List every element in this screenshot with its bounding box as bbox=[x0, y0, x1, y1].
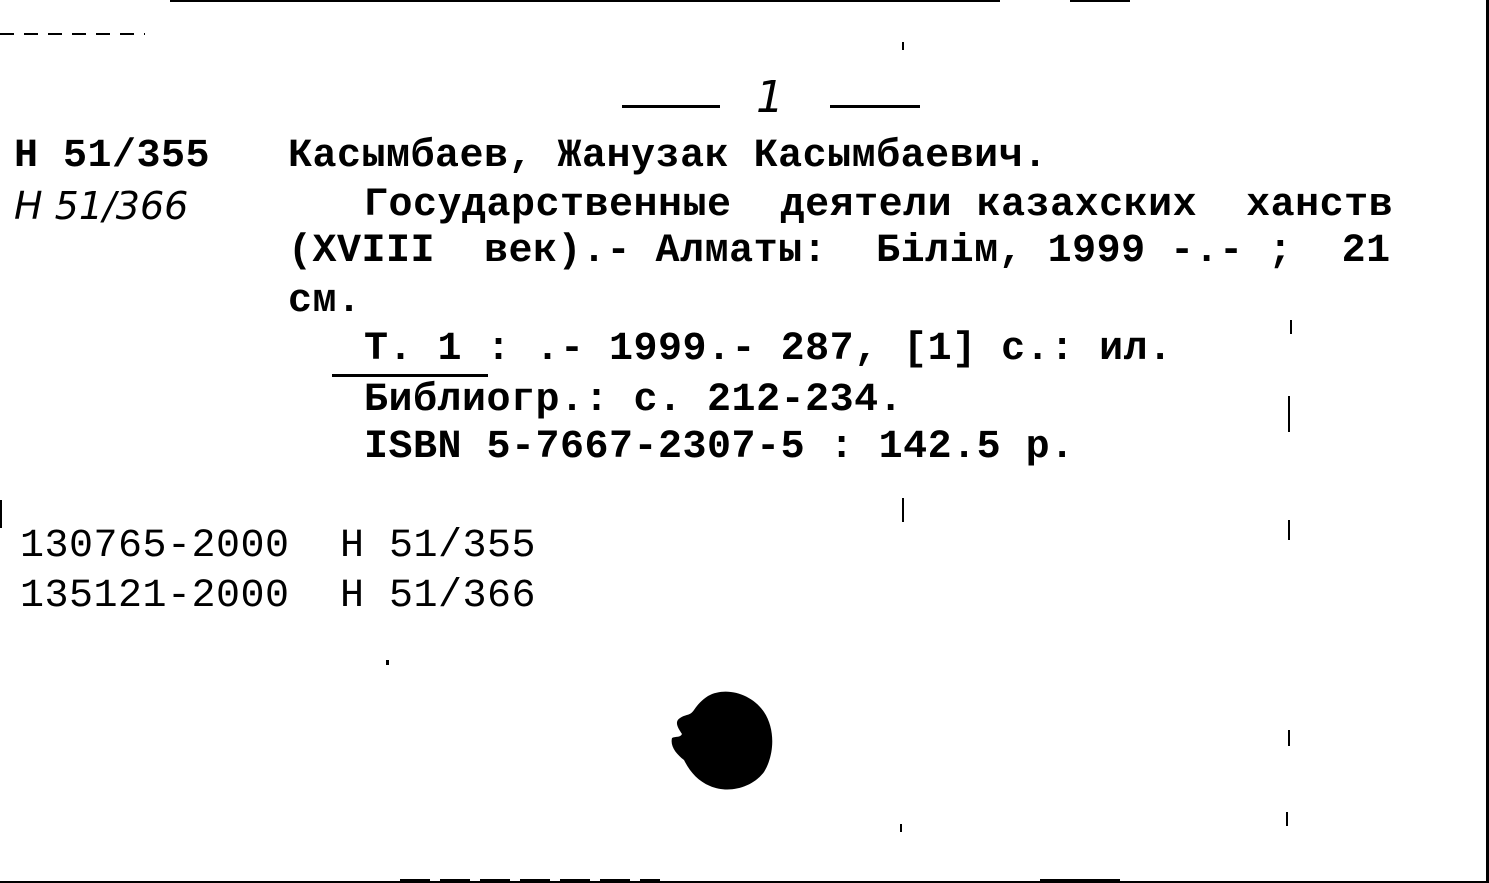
isbn-line: ISBN 5-7667-2307-5 : 142.5 р. bbox=[364, 425, 1075, 470]
title-line-3: см. bbox=[288, 279, 362, 324]
scan-mark bbox=[900, 824, 902, 832]
scan-mark bbox=[400, 879, 660, 881]
call-number-typed: Н 51/355 bbox=[14, 134, 211, 179]
scan-mark bbox=[1290, 320, 1292, 334]
number-dash-right bbox=[830, 105, 920, 108]
number-dash-left bbox=[622, 105, 720, 108]
volume-line: Т. 1 : .- 1999.- 287, [1] с.: ил. bbox=[364, 327, 1173, 372]
bibliography-note: Библиогр.: с. 212-234. bbox=[364, 378, 904, 423]
scan-mark bbox=[0, 500, 2, 528]
scan-mark bbox=[170, 0, 1000, 2]
scan-mark bbox=[0, 33, 145, 35]
holding-shelf-2: Н 51/366 bbox=[340, 574, 537, 619]
holding-shelf-1: Н 51/355 bbox=[340, 524, 537, 569]
title-line-2: (XVIII век).- Алматы: Білім, 1999 -.- ; 21 bbox=[288, 229, 1391, 274]
author-heading: Касымбаев, Жанузак Касымбаевич. bbox=[288, 134, 1048, 179]
scan-mark bbox=[1288, 730, 1290, 746]
ink-blot bbox=[668, 688, 776, 792]
scan-mark bbox=[1070, 0, 1130, 2]
call-number-handwritten: Н 51/366 bbox=[14, 184, 189, 228]
scan-mark bbox=[1286, 812, 1288, 826]
scan-mark bbox=[902, 42, 904, 50]
holding-inventory-2: 135121-2000 bbox=[20, 574, 290, 619]
scan-mark bbox=[902, 498, 904, 522]
holding-inventory-1: 130765-2000 bbox=[20, 524, 290, 569]
scan-mark bbox=[386, 660, 389, 665]
scan-mark bbox=[1288, 520, 1290, 540]
scan-mark bbox=[1288, 396, 1290, 432]
title-line-1: Государственные деятели казахских ханств bbox=[364, 183, 1394, 228]
card-number: 1 bbox=[756, 72, 784, 123]
scan-mark bbox=[1040, 879, 1120, 881]
